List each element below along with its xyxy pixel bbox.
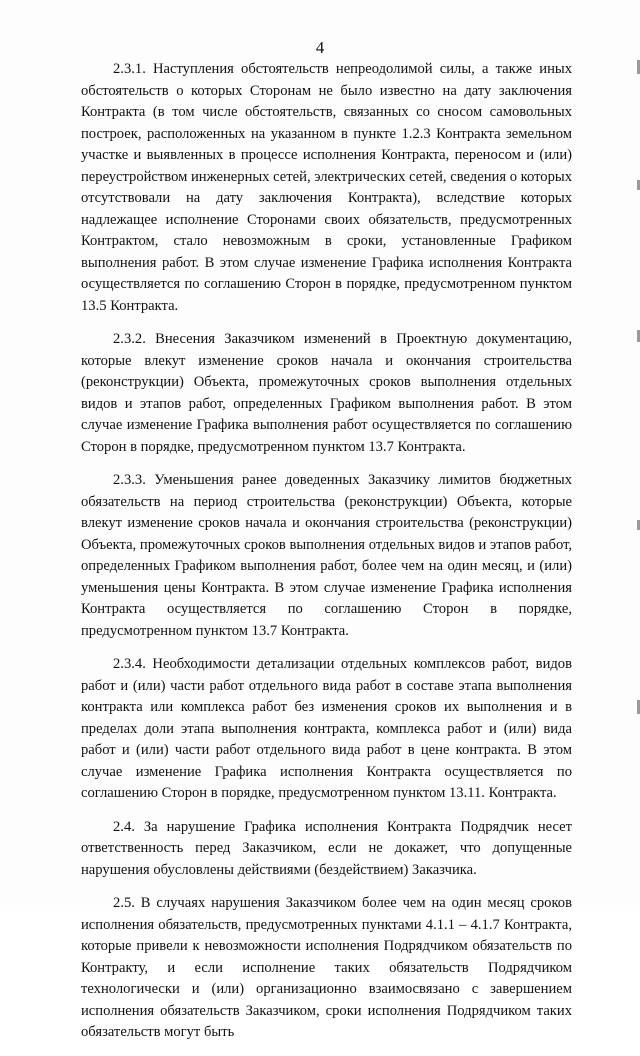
paragraph-2-3-4: 2.3.4. Необходимости детализации отдельных комплексов работ, видов работ и (или) части работ отдельного вида работ в составе этапа выполнения контракта или комплекса работ без изменения сроков их выполнения и в пределах доли этапа выполнения контракта, комплекса работ и (или) вида работ и (или) части работ отдельного вида работ в цене контракта. В этом случае изменение Графика исполнения Контракта осуществляется по соглашению Сторон в порядке, предусмотренном пунктом 13.11. Контракта.	[81, 656, 572, 801]
paragraph-2-3-3: 2.3.3. Уменьшения ранее доведенных Заказчику лимитов бюджетных обязательств на период строительства (реконструкции) Объекта, которые влекут изменение сроков начала и окончания строительства (реконструкции) Объекта, промежуточных сроков выполнения отдельных видов и этапов работ, определенных Графиком выполнения работ, более чем на один месяц, и (или) уменьшения цены Контракта. В этом случае изменение Графика исполнения Контракта осуществляется по соглашению Сторон в порядке, предусмотренном пунктом 13.7 Контракта.	[81, 472, 572, 639]
paragraph-2-5: 2.5. В случаях нарушения Заказчиком более чем на один месяц сроков исполнения обязательств, предусмотренных пунктами 4.1.1 – 4.1.7 Контракта, которые привели к невозможности исполнения Подрядчиком обязательств по Контракту, и если исполнение таких обязательств Подрядчиком технологически и (или) организационно взаимосвязано с завершением исполнения обязательств Заказчиком, сроки исполнения Подрядчиком таких обязательств могут быть	[81, 895, 572, 1040]
paragraph-2-3-2: 2.3.2. Внесения Заказчиком изменений в Проектную документацию, которые влекут изменение сроков начала и окончания строительства (реконструкции) Объекта, промежуточных сроков выполнения отдельных видов и этапов работ, определенных Графиком выполнения работ. В этом случае изменение Графика выполнения работ осуществляется по соглашению Сторон в порядке, предусмотренном пунктом 13.7 Контракта.	[81, 331, 572, 455]
page-number: 4	[315, 38, 325, 57]
paragraph-2-3-1: 2.3.1. Наступления обстоятельств непреодолимой силы, а также иных обстоятельств о которых Сторонам не было известно на дату заключения Контракта (в том числе обстоятельств, связанных со сносом самовольных построек, расположенных на указанном в пункте 1.2.3 Контракта земельном участке и выявленных в процессе исполнения Контракта, переносом и (или) переустройством инженерных сетей, электрических сетей, сведения о которых отсутствовали на дату заключения Контракта), вследствие которых надлежащее исполнение Сторонами своих обязательств, предусмотренных Контрактом, стало невозможным в сроки, установленные Графиком выполнения работ. В этом случае изменение Графика исполнения Контракта осуществляется по соглашению Сторон в порядке, предусмотренном пунктом 13.5 Контракта.	[81, 61, 572, 314]
paragraph-2-4: 2.4. За нарушение Графика исполнения Контракта Подрядчик несет ответственность перед Заказчиком, если не докажет, что допущенные нарушения обусловлены действиями (бездействием) Заказчика.	[81, 818, 572, 878]
document-body	[81, 59, 572, 1056]
